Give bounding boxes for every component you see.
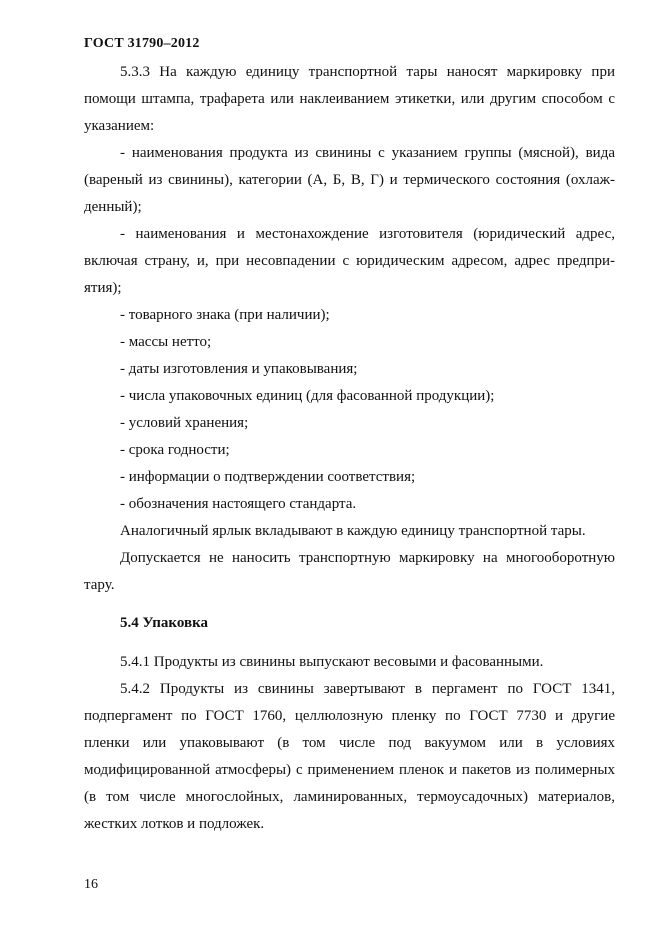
document-header: ГОСТ 31790–2012: [84, 36, 200, 51]
list-item: - числа упаковочных единиц (для фасованной продукции);: [120, 388, 495, 404]
list-item: - информации о подтверждении соответствия;: [120, 469, 416, 485]
paragraph-allowed: Допускается не наносить транспортную маркировку на многооборотную тару.: [84, 550, 615, 593]
list-item: - массы нетто;: [120, 334, 212, 350]
paragraph-5-4-1: 5.4.1 Продукты из свинины выпускают весовыми и фасованными.: [120, 654, 544, 670]
section-heading: 5.4 Упаковка: [120, 615, 209, 631]
list-item: - наименования продукта из свинины с указанием группы (мясной), вида (вареный из свинины), категории (А, Б, В, Г) и термического состояния (охлаж-денный);: [84, 145, 615, 215]
paragraph-5-4-2: 5.4.2 Продукты из свинины завертывают в пергамент по ГОСТ 1341, подпергамент по ГОСТ 1760, целлюлозную пленку по ГОСТ 7730 и другие пленки или упаковывают (в том числе под вакуумом или в условиях модифицированной атмосферы) с применением пленок и пакетов из полимерных (в том числе многослойных, ламинированных, термоусадочных) материалов, жестких лотков и подложек.: [84, 681, 615, 832]
list-item: - товарного знака (при наличии);: [120, 307, 330, 323]
list-item: - наименования и местонахождение изготовителя (юридический адрес, включая страну, и, при несовпадении с юридическим адресом, адрес предпри-ятия);: [84, 226, 615, 296]
document-body: [84, 59, 615, 838]
list-item: - условий хранения;: [120, 415, 249, 431]
list-item: - даты изготовления и упаковывания;: [120, 361, 358, 377]
list-item: - обозначения настоящего стандарта.: [120, 496, 357, 512]
list-item: - срока годности;: [120, 442, 230, 458]
paragraph-label: Аналогичный ярлык вкладывают в каждую единицу транспортной тары.: [120, 523, 586, 539]
paragraph-5-3-3: 5.3.3 На каждую единицу транспортной тары наносят маркировку при помощи штампа, трафарета или наклеиванием этикетки, или другим способом с указанием:: [84, 64, 615, 134]
page-number: 16: [84, 877, 98, 892]
